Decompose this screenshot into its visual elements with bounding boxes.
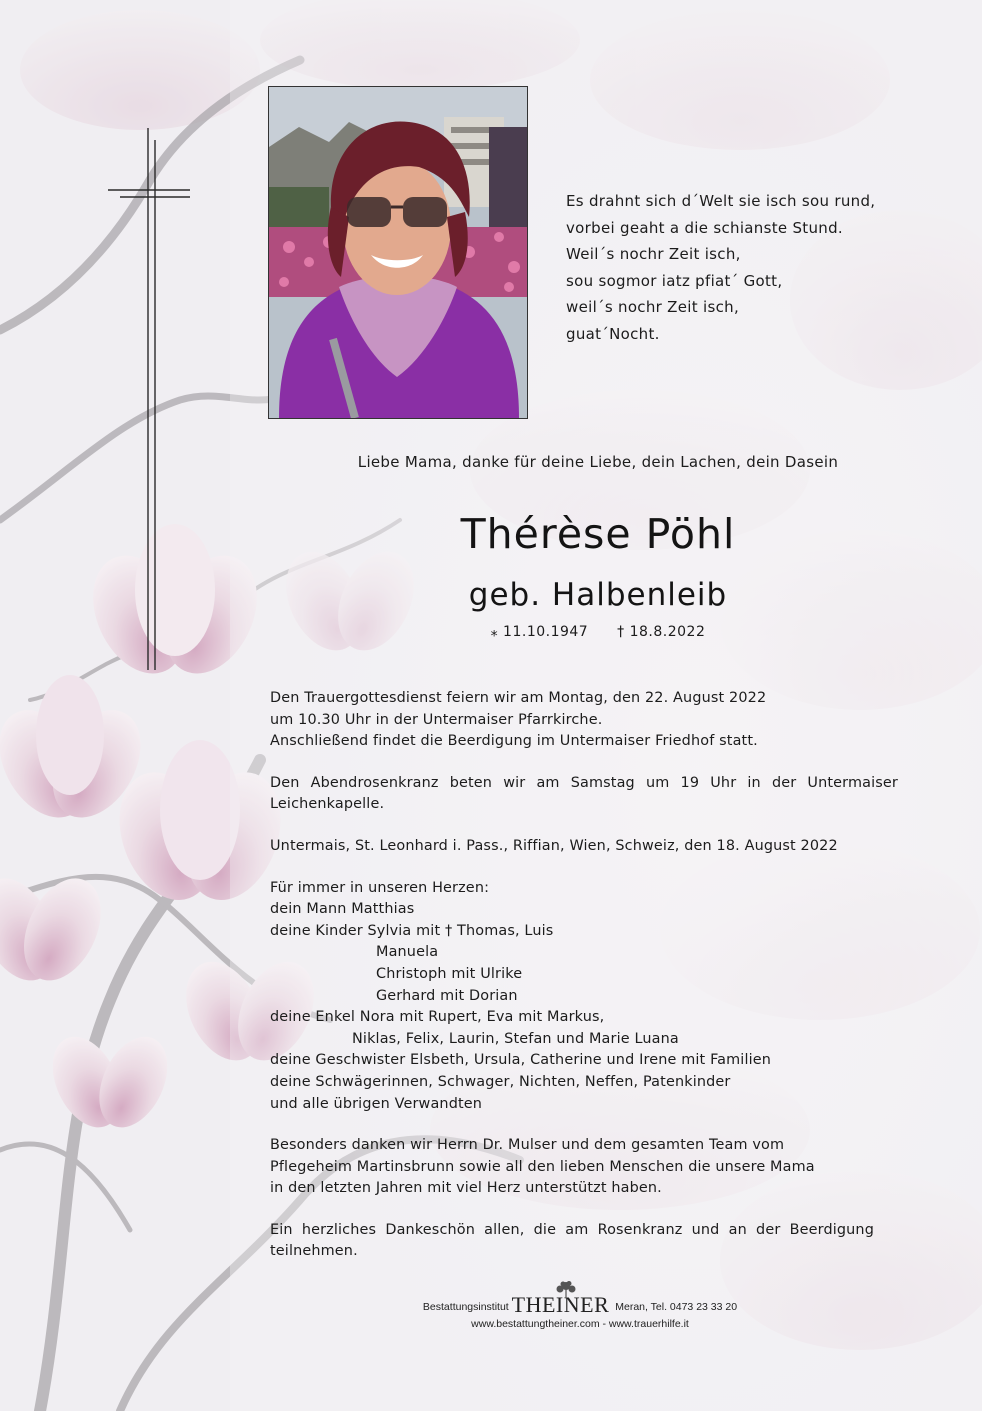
brand-logo	[512, 1292, 616, 1317]
thanks-line: Pflegeheim Martinsbrunn sowie all den lieben Menschen die unsere Mama	[270, 1158, 815, 1175]
thanks-paragraph	[270, 1135, 898, 1200]
maiden-name: geb. Halbenleib	[468, 577, 728, 613]
birth-date: ⁎ 11.10.1947	[490, 624, 589, 640]
poem-line: Es drahnt sich d´Welt sie isch sou rund,	[566, 192, 876, 210]
mourner-child: Gerhard mit Dorian	[376, 987, 518, 1004]
thanks-line: in den letzten Jahren mit viel Herz unterstützt haben.	[270, 1180, 662, 1197]
contact-info: Meran, Tel. 0473 23 33 20	[615, 1301, 738, 1313]
deceased-name: Thérèse Pöhl	[460, 510, 736, 558]
mourners-intro: Für immer in unseren Herzen:	[270, 879, 490, 896]
mourner-in-laws: deine Schwägerinnen, Schwager, Nichten, Neffen, Patenkinder	[270, 1073, 731, 1090]
mourner-children: deine Kinder Sylvia mit † Thomas, Luis	[270, 922, 554, 939]
funeral-home-footer	[330, 1292, 830, 1330]
place-date: Untermais, St. Leonhard i. Pass., Riffian, Wien, Schweiz, den 18. August 2022	[270, 837, 838, 854]
poem-line: guat´Nocht.	[566, 324, 660, 343]
funeral-line: Anschließend findet die Beerdigung im Untermaiser Friedhof statt.	[270, 733, 758, 750]
mourner-husband: dein Mann Matthias	[270, 901, 415, 918]
poem-line: sou sogmor iatz pfiat´ Gott,	[566, 271, 783, 290]
mourner-child: Christoph mit Ulrike	[376, 965, 523, 982]
life-dates	[270, 624, 926, 640]
mourner-child: Manuela	[376, 944, 439, 961]
portrait-photo	[268, 86, 528, 419]
cross-icon	[106, 126, 192, 672]
final-thanks: Ein herzliches Dankeschön allen, die am Rosenkranz und an der Beerdigung teilnehmen.	[270, 1221, 874, 1260]
thanks-line: Besonders danken wir Herrn Dr. Mulser und dem gesamten Team vom	[270, 1137, 785, 1154]
funeral-line: um 10.30 Uhr in der Untermaiser Pfarrkirche.	[270, 711, 603, 728]
mourner-grandchildren-more: Niklas, Felix, Laurin, Stefan und Marie Luana	[352, 1030, 679, 1047]
obituary-text	[270, 688, 898, 1283]
institute-label: Bestattungsinstitut	[422, 1301, 509, 1313]
poem-line: vorbei geaht a die schianste Stund.	[566, 218, 843, 237]
mourner-grandchildren: deine Enkel Nora mit Rupert, Eva mit Markus,	[270, 1009, 605, 1026]
mourner-siblings: deine Geschwister Elsbeth, Ursula, Catherine und Irene mit Familien	[270, 1052, 772, 1069]
poem-line: weil´s nochr Zeit isch,	[566, 298, 740, 317]
brand-name: THEINER	[511, 1292, 610, 1317]
rosary-info: Den Abendrosenkranz beten wir am Samstag um 19 Uhr in der Untermaiser Leichenkapelle.	[270, 774, 898, 813]
dedication-line: Liebe Mama, danke für deine Liebe, dein Lachen, dein Dasein	[357, 453, 839, 471]
tree-logo-icon	[551, 1280, 581, 1304]
mourner-relatives: und alle übrigen Verwandten	[270, 1095, 483, 1112]
website-links: www.bestattungtheiner.com - www.trauerhilfe.it	[471, 1318, 689, 1330]
mourners-list	[270, 878, 898, 1116]
death-date: † 18.8.2022	[617, 624, 706, 640]
funeral-line: Den Trauergottesdienst feiern wir am Montag, den 22. August 2022	[270, 690, 767, 706]
funeral-info	[270, 688, 898, 753]
poem-verse	[566, 188, 906, 348]
poem-line: Weil´s nochr Zeit isch,	[566, 245, 741, 264]
